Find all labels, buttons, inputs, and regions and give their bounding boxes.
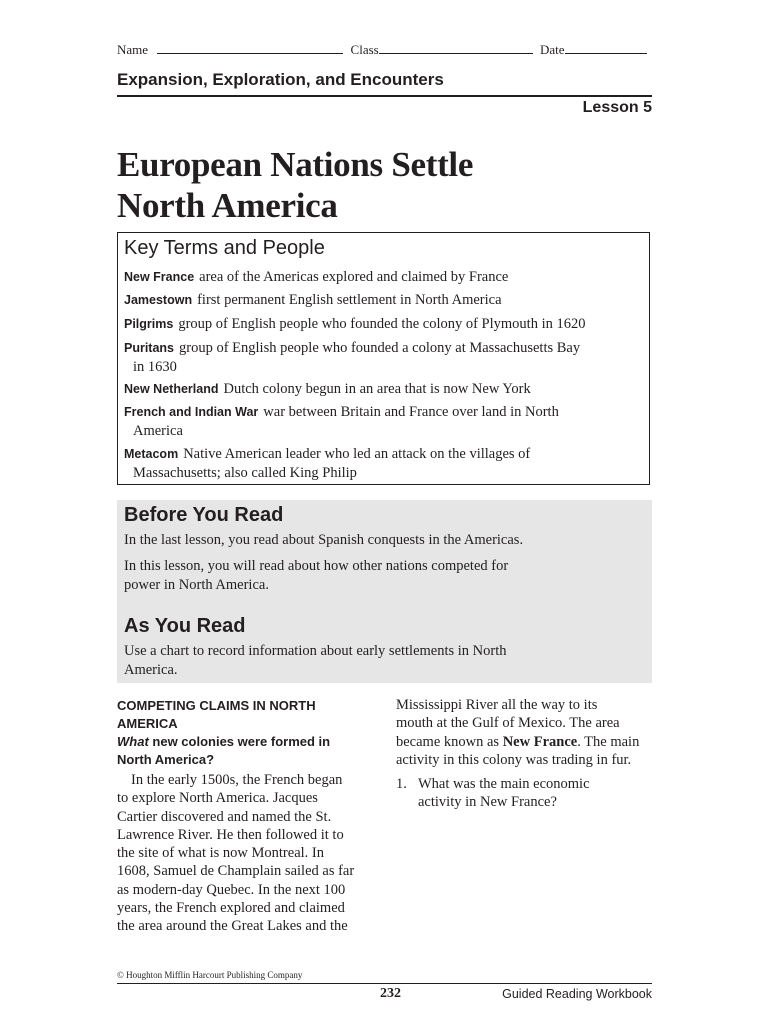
key-term-highlight: New France <box>502 733 578 750</box>
workbook-title: Guided Reading Workbook <box>502 987 652 1001</box>
as-you-read-line1: Use a chart to record information about early settlements in North <box>124 643 507 659</box>
footer-divider <box>117 983 652 984</box>
body-line <box>396 733 652 751</box>
key-terms-heading: Key Terms and People <box>124 237 325 259</box>
key-term-definition-cont: America <box>133 423 183 439</box>
key-term-item <box>124 380 634 399</box>
page-title <box>117 144 637 226</box>
key-term-definition: Native American leader who led an attack on the villages of <box>183 446 531 462</box>
before-you-read-heading: Before You Read <box>124 504 284 526</box>
body-line-post: . The main <box>577 733 640 750</box>
before-you-read-p2-line2: power in North America. <box>124 577 269 593</box>
key-term: Puritans <box>124 341 175 355</box>
copyright-notice: © Houghton Mifflin Harcourt Publishing Company <box>117 970 303 980</box>
class-label: Class <box>350 42 379 57</box>
as-you-read-heading: As You Read <box>124 615 246 637</box>
section-question-line2: North America? <box>117 752 215 767</box>
review-question <box>396 775 652 812</box>
key-term-definition: Dutch colony begun in an area that is now New York <box>223 381 531 397</box>
review-question-line2: activity in New France? <box>418 794 557 811</box>
key-term-definition: first permanent English settlement in North America <box>197 292 502 308</box>
review-question-text <box>418 775 590 812</box>
key-term-definition: group of English people who founded a colony at Massachusetts Bay <box>179 340 581 356</box>
date-label: Date <box>539 42 565 57</box>
before-you-read-p2-line1: In this lesson, you will read about how other nations competed for <box>124 558 509 574</box>
key-term-item <box>124 339 634 377</box>
section-body-column-1 <box>117 771 375 936</box>
key-term-item <box>124 403 634 441</box>
section-heading-line1: COMPETING CLAIMS IN NORTH <box>117 698 316 713</box>
body-line: Cartier discovered and named the St. <box>117 808 332 825</box>
section-heading-line2: AMERICA <box>117 716 178 731</box>
header-divider <box>117 95 652 97</box>
page-title-line2: North America <box>117 186 338 225</box>
date-field[interactable] <box>565 42 647 54</box>
section-question <box>117 733 367 769</box>
key-term-item <box>124 445 634 483</box>
key-term-definition-cont: in 1630 <box>133 359 177 375</box>
body-line: Lawrence River. He then followed it to <box>117 826 344 843</box>
section-heading <box>117 697 367 733</box>
key-term: Pilgrims <box>124 317 174 331</box>
key-term: New Netherland <box>124 382 219 396</box>
student-info-line <box>117 42 652 58</box>
class-field[interactable] <box>379 42 533 54</box>
body-line: In the early 1500s, the French began <box>131 772 343 788</box>
body-line: Mississippi River all the way to its <box>396 697 598 713</box>
page-title-line1: European Nations Settle <box>117 145 474 184</box>
key-term-item <box>124 315 634 334</box>
key-term: French and Indian War <box>124 405 259 419</box>
unit-title: Expansion, Exploration, and Encounters <box>117 70 444 89</box>
before-you-read-paragraph-1: In the last lesson, you read about Spanish conquests in the Americas. <box>124 532 524 548</box>
key-term-definition-cont: Massachusetts; also called King Philip <box>133 465 357 481</box>
section-question-em: What <box>117 734 149 749</box>
key-term-definition: group of English people who founded the colony of Plymouth in 1620 <box>178 316 586 332</box>
body-line: the area around the Great Lakes and the <box>117 918 348 935</box>
review-question-line1: What was the main economic <box>418 776 590 793</box>
name-label: Name <box>117 42 149 57</box>
body-line-pre: became known as <box>396 733 503 750</box>
section-question-line1: new colonies were formed in <box>148 734 331 749</box>
review-question-number: 1. <box>396 776 407 793</box>
page-number: 232 <box>380 986 401 1001</box>
body-line: activity in this colony was trading in fur. <box>396 751 632 768</box>
key-term-item <box>124 291 634 310</box>
body-line: to explore North America. Jacques <box>117 790 318 807</box>
key-term: Jamestown <box>124 293 193 307</box>
as-you-read-line2: America. <box>124 662 178 678</box>
lesson-number: Lesson 5 <box>582 99 652 116</box>
body-line: the site of what is now Montreal. In <box>117 845 324 862</box>
body-line: as modern-day Quebec. In the next 100 <box>117 881 346 898</box>
key-term-definition: area of the Americas explored and claimed by France <box>199 269 509 285</box>
key-term: Metacom <box>124 447 179 461</box>
before-you-read-paragraph-2 <box>124 557 639 595</box>
key-term: New France <box>124 270 195 284</box>
body-line: years, the French explored and claimed <box>117 900 345 917</box>
as-you-read-paragraph <box>124 642 639 680</box>
body-line: 1608, Samuel de Champlain sailed as far <box>117 863 355 880</box>
key-term-definition: war between Britain and France over land in North <box>263 404 559 420</box>
key-term-item <box>124 268 634 287</box>
section-body-column-2 <box>396 696 652 812</box>
name-field[interactable] <box>157 42 343 54</box>
body-line: mouth at the Gulf of Mexico. The area <box>396 715 620 732</box>
